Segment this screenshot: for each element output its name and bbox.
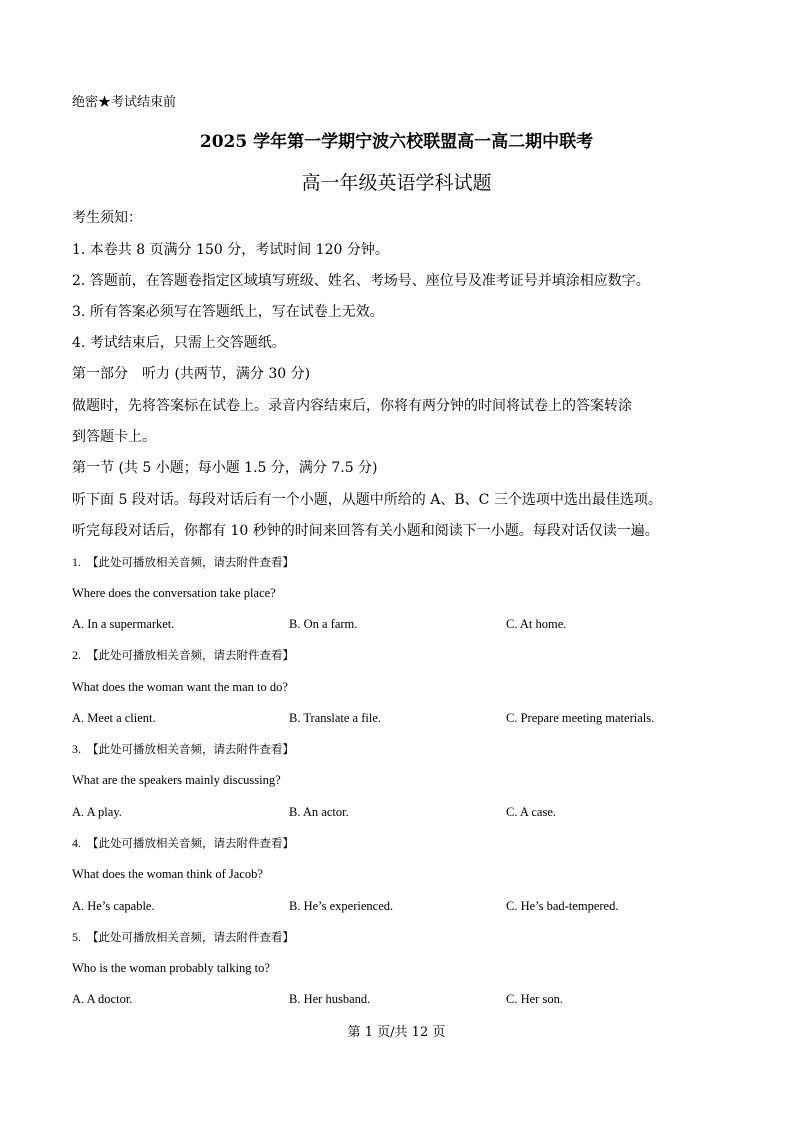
option-a: A. In a supermarket. [72,617,175,631]
question-text: Who is the woman probably talking to? [72,961,270,975]
confidential-label: 绝密★考试结束前 [72,95,177,110]
audio-note: 【此处可播放相关音频，请去附件查看】 [87,836,294,850]
instruction-item: 2. 答题前，在答题卷指定区域填写班级、姓名、考场号、座位号及准考证号并填涂相应数字。 [72,273,650,289]
section1-heading: 第一节 (共 5 小题；每小题 1.5 分，满分 7.5 分) [72,460,378,476]
page-number: 第 1 页/共 12 页 [347,1025,446,1040]
question-text: Where does the conversation take place? [72,586,276,600]
part1-intro-line: 做题时，先将答案标在试卷上。录音内容结束后，你将有两分钟的时间将试卷上的答案转涂 [72,398,632,414]
exam-subtitle: 高一年级英语学科试题 [301,172,492,194]
option-b: B. He’s experienced. [289,899,394,913]
question-number: 3. [72,742,81,756]
question-number-row [72,553,294,571]
question-number-row [72,928,294,946]
instructions-heading: 考生须知： [72,210,142,226]
instruction-item: 4. 考试结束后，只需上交答题纸。 [72,335,286,351]
question-number-row [72,740,294,758]
section1-instruction-line: 听下面 5 段对话。每段对话后有一个小题，从题中所给的 A、B、C 三个选项中选出最佳选项。 [72,492,662,508]
audio-note: 【此处可播放相关音频，请去附件查看】 [87,648,294,662]
question-text: What does the woman think of Jacob? [72,867,263,881]
part1-intro-line: 到答题卡上。 [72,429,156,445]
option-a: A. A doctor. [72,992,133,1006]
audio-note: 【此处可播放相关音频，请去附件查看】 [87,555,294,569]
option-b: B. Translate a file. [289,711,382,725]
section1-instruction-line: 听完每段对话后，你都有 10 秒钟的时间来回答有关小题和阅读下一小题。每段对话仅读一遍。 [72,523,659,539]
option-a: A. Meet a client. [72,711,156,725]
option-b: B. An actor. [289,805,349,819]
audio-note: 【此处可播放相关音频，请去附件查看】 [87,742,294,756]
question-number: 5. [72,930,81,944]
option-c: C. At home. [506,617,567,631]
audio-note: 【此处可播放相关音频，请去附件查看】 [87,930,294,944]
option-c: C. Her son. [506,992,563,1006]
option-c: C. He’s bad-tempered. [506,899,619,913]
option-b: B. Her husband. [289,992,371,1006]
exam-title: 2025 学年第一学期宁波六校联盟高一高二期中联考 [199,132,594,152]
option-a: A. He’s capable. [72,899,155,913]
option-b: B. On a farm. [289,617,358,631]
question-number: 1. [72,555,81,569]
option-c: C. Prepare meeting materials. [506,711,655,725]
instruction-item: 3. 所有答案必须写在答题纸上，写在试卷上无效。 [72,304,384,320]
question-number: 4. [72,836,81,850]
question-text: What does the woman want the man to do? [72,680,288,694]
part1-heading: 第一部分 听力 (共两节，满分 30 分) [72,366,311,382]
instruction-item: 1. 本卷共 8 页满分 150 分，考试时间 120 分钟。 [72,242,389,258]
option-c: C. A case. [506,805,556,819]
question-number-row [72,834,294,852]
question-number: 2. [72,648,81,662]
question-text: What are the speakers mainly discussing? [72,773,281,787]
option-a: A. A play. [72,805,122,819]
question-number-row [72,646,294,664]
